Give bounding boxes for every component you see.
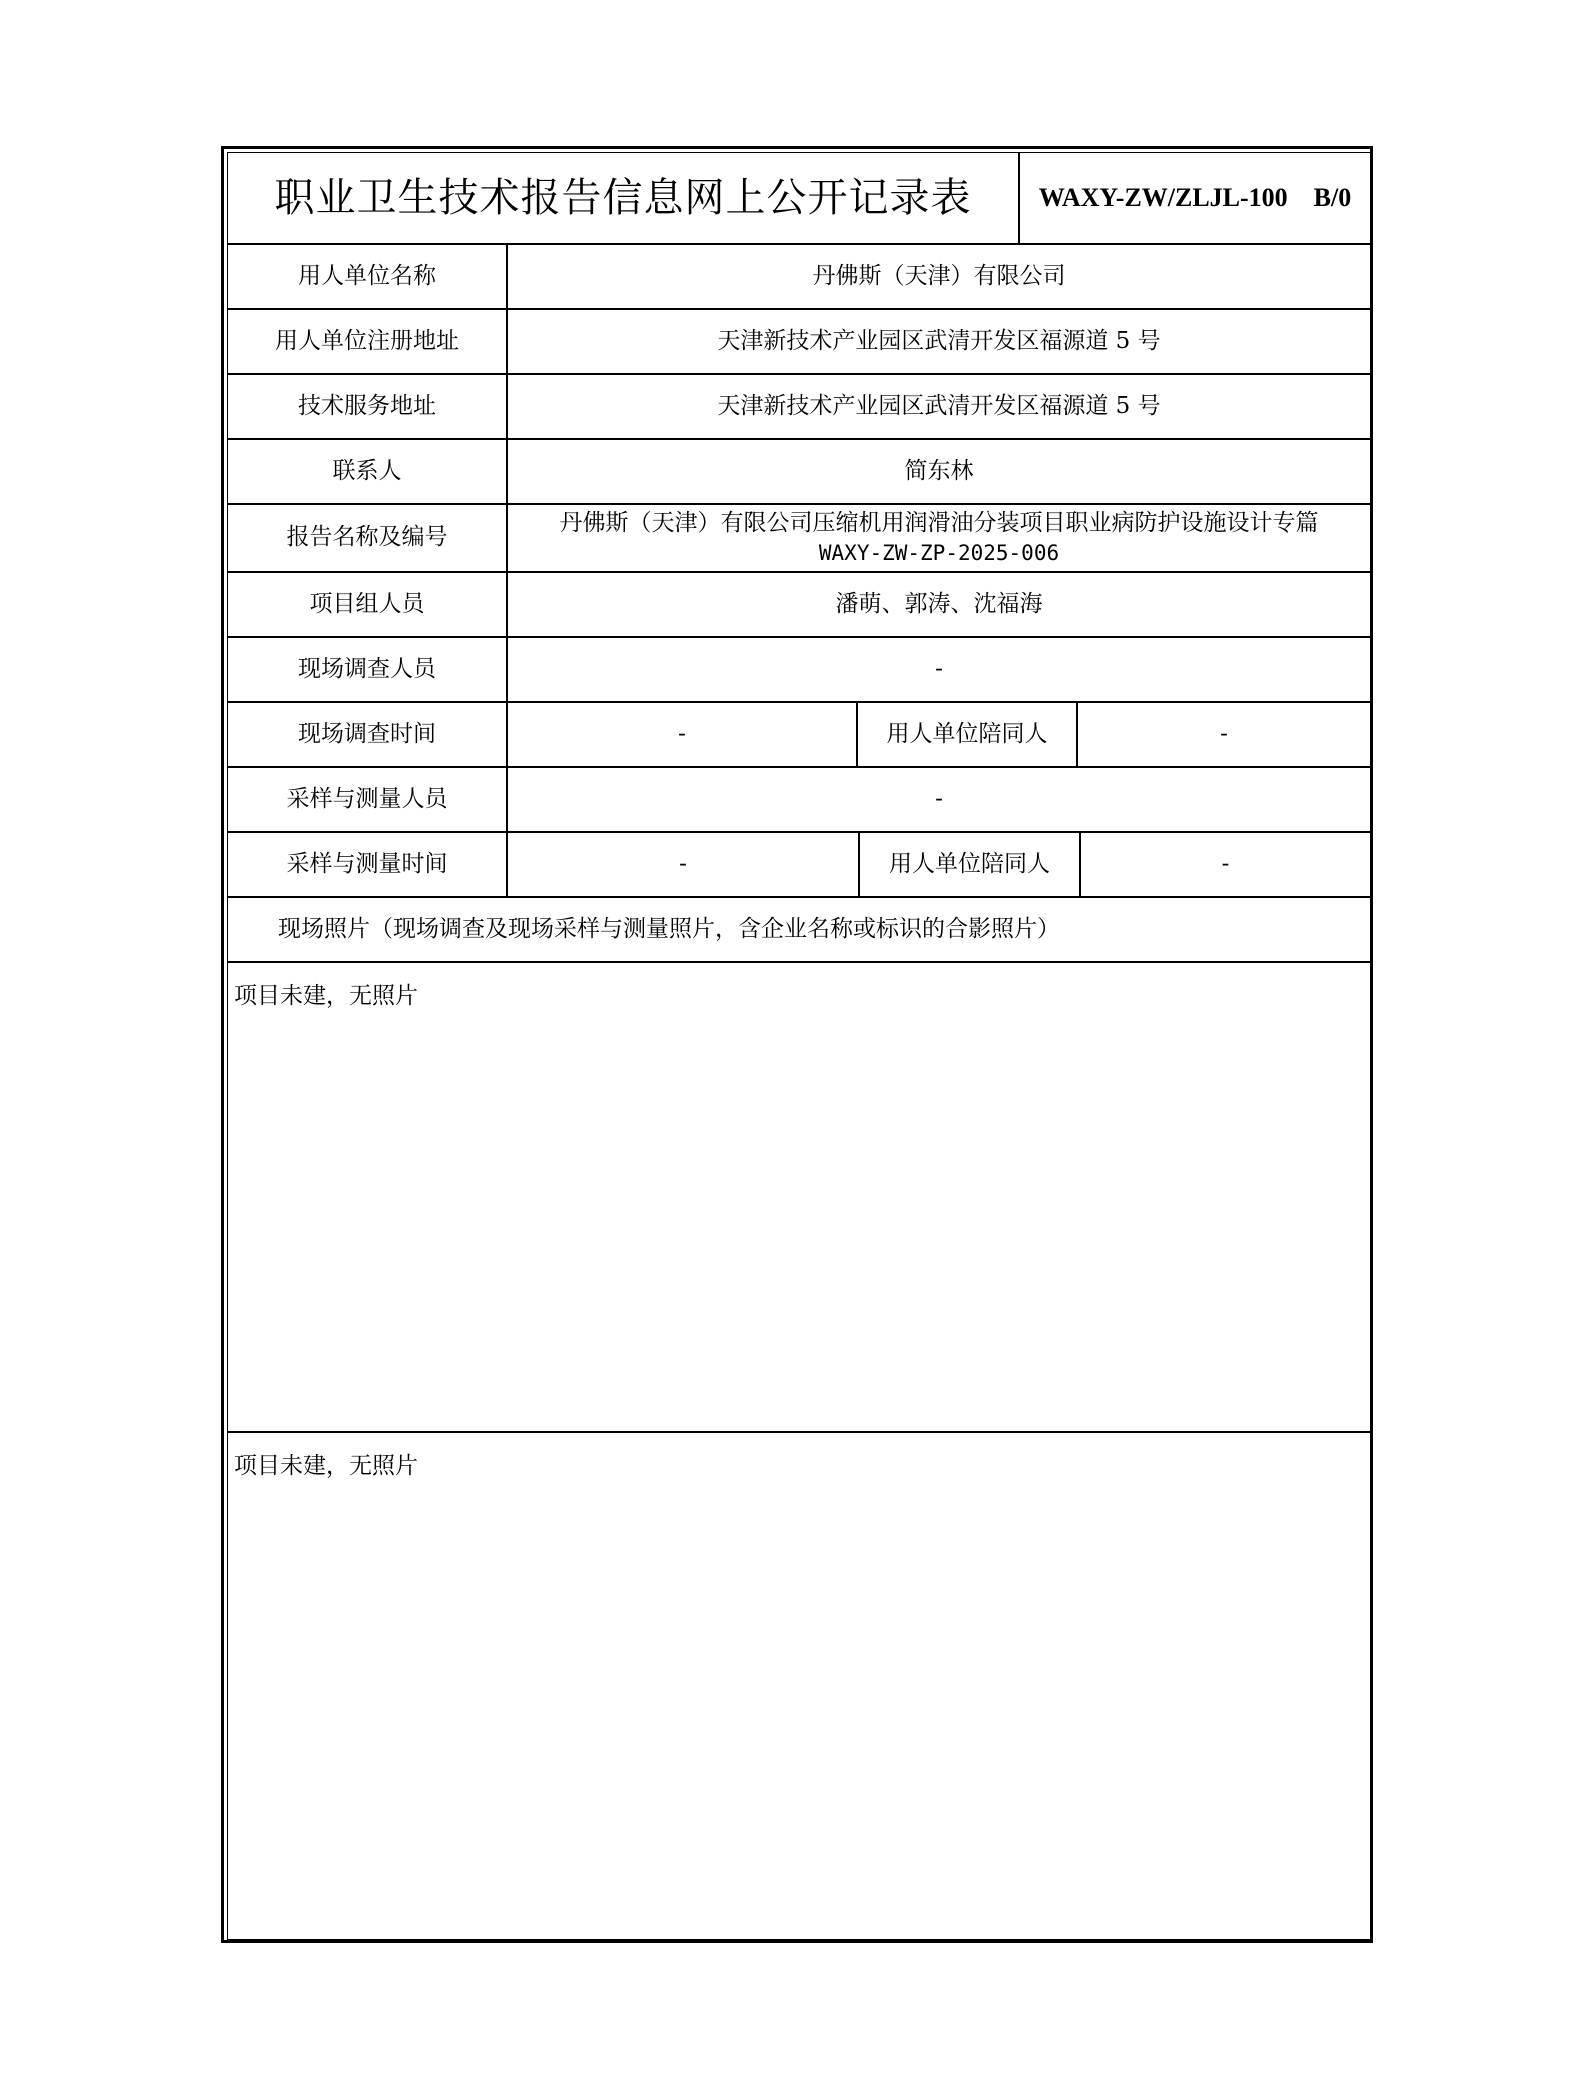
service-address-value: 天津新技术产业园区武清开发区福源道 5 号 (507, 374, 1371, 439)
document-code: WAXY-ZW/ZLJL-100 B/0 (1019, 152, 1371, 244)
survey-accompany-value: - (1077, 702, 1371, 767)
sampling-time-label: 采样与测量时间 (227, 832, 507, 897)
record-form (221, 146, 1373, 1943)
survey-time-label: 现场调查时间 (227, 702, 507, 767)
sampling-accompany-label: 用人单位陪同人 (859, 832, 1080, 897)
employer-name-value: 丹佛斯（天津）有限公司 (507, 244, 1371, 309)
sampling-time-value: - (507, 832, 859, 897)
report-number: WAXY-ZW-ZP-2025-006 (818, 541, 1060, 566)
report-value (507, 504, 1371, 572)
photo-box-1-text: 项目未建，无照片 (234, 983, 418, 1009)
sampling-staff-value: - (507, 767, 1371, 832)
survey-staff-value: - (507, 637, 1371, 702)
registered-address-label: 用人单位注册地址 (227, 309, 507, 374)
survey-time-value: - (507, 702, 857, 767)
form-title: 职业卫生技术报告信息网上公开记录表 (227, 152, 1019, 244)
registered-address-value: 天津新技术产业园区武清开发区福源道 5 号 (507, 309, 1371, 374)
photo-box-2 (227, 1432, 1371, 1940)
project-team-label: 项目组人员 (227, 572, 507, 637)
sampling-staff-label: 采样与测量人员 (227, 767, 507, 832)
photos-heading: 现场照片（现场调查及现场采样与测量照片，含企业名称或标识的合影照片） (227, 897, 1371, 962)
project-team-value: 潘萌、郭涛、沈福海 (507, 572, 1371, 637)
photo-box-2-text: 项目未建，无照片 (234, 1453, 418, 1479)
employer-name-label: 用人单位名称 (227, 244, 507, 309)
survey-staff-label: 现场调查人员 (227, 637, 507, 702)
photo-box-1 (227, 962, 1371, 1432)
sampling-accompany-value: - (1080, 832, 1371, 897)
survey-accompany-label: 用人单位陪同人 (857, 702, 1077, 767)
service-address-label: 技术服务地址 (227, 374, 507, 439)
report-label: 报告名称及编号 (227, 504, 507, 572)
contact-label: 联系人 (227, 439, 507, 504)
report-name: 丹佛斯（天津）有限公司压缩机用润滑油分装项目职业病防护设施设计专篇 (559, 510, 1319, 537)
contact-value: 简东林 (507, 439, 1371, 504)
